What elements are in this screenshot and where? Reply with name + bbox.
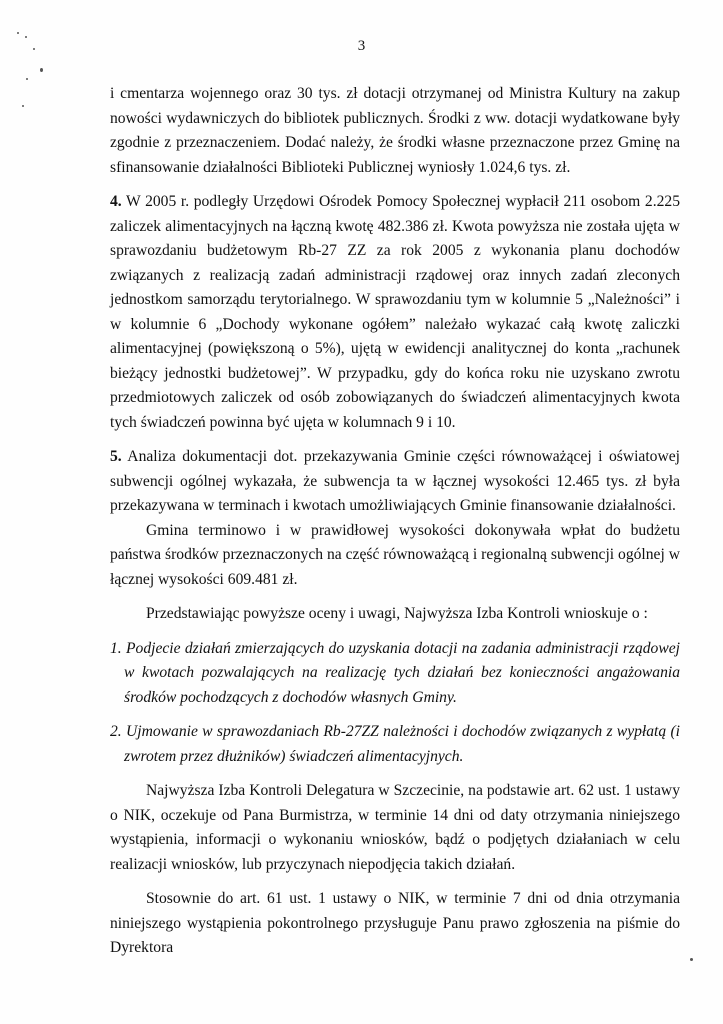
request-number: 2.	[110, 723, 122, 740]
paragraph-text: W 2005 r. podległy Urzędowi Ośrodek Pomocy Społecznej wypłacił 211 osobom 2.225 zaliczek alimentacyjnych na łączną kwotę 482.386 zł. Kwota powyższa nie została ujęta w sprawozdaniu budżetowym Rb-27 ZZ za rok 2005 z wykonania planu dochodów związanych z realizacją zadań administracji rządowej oraz innych zadań zleconych jednostkom samorządu terytorialnego. W sprawozdaniu tym w kolumnie 5 „Należności” i w kolumnie 6 „Dochody wykonane ogółem” należało wykazać całą kwotę zaliczki alimentacyjnej (powiększoną o 5%), ujętą w ewidencji analitycznej do konta „rachunek bieżący jednostki budżetowej”. W przypadku, gdy do końca roku nie uzyskano zwrotu przedmiotowych zaliczek od osób zobowiązanych do świadczeń alimentacyjnych kwota tych świadczeń powinna być ujęta w kolumnach 9 i 10.	[110, 193, 680, 431]
page-number: 3	[357, 38, 366, 54]
paragraph-point-5	[110, 445, 680, 519]
paragraph-payments: Gmina terminowo i w prawidłowej wysokości dokonywała wpłat do budżetu państwa środków przeznaczonych na część równoważącą i regionalną subwencji ogólnej w łącznej wysokości 609.481 zł.	[110, 521, 680, 588]
document-body	[110, 82, 680, 961]
request-text: Ujmowanie w sprawozdaniach Rb-27ZZ należności i dochodów związanych z wypłatą (i zwrotem przez dłużników) świadczeń alimentacyjnych.	[124, 723, 680, 765]
request-item-2	[110, 720, 680, 769]
scan-speck	[22, 105, 24, 107]
paragraph-appeal-right: Stosownie do art. 61 ust. 1 ustawy o NIK, w terminie 7 dni od dnia otrzymania niniejszego wystąpienia pokontrolnego przysługuje Panu prawo zgłoszenia na piśmie do Dyrektora	[110, 890, 680, 956]
paragraph-expectation: Najwyższa Izba Kontroli Delegatura w Szczecinie, na podstawie art. 62 ust. 1 ustawy o NIK, oczekuje od Pana Burmistrza, w terminie 14 dni od daty otrzymania niniejszego wystąpienia, informacji o wykonaniu wniosków, bądź o podjętych działaniach w celu realizacji wniosków, lub przyczynach niepodjęcia takich działań.	[110, 782, 680, 873]
paragraph-text: Analiza dokumentacji dot. przekazywania Gminie części równoważącej i oświatowej subwencji ogólnej wykazała, że subwencja ta w łącznej wysokości 12.465 tys. zł była przekazywana w terminach i kwotach umożliwiających Gminie finansowanie działalności.	[110, 448, 680, 514]
scan-speck	[17, 32, 19, 34]
request-item-1	[110, 637, 680, 711]
point-number: 5.	[110, 448, 122, 465]
point-number: 4.	[110, 193, 122, 210]
scan-speck	[26, 78, 28, 80]
paragraph-point-4	[110, 190, 680, 435]
paragraph-intro-requests: Przedstawiając powyższe oceny i uwagi, Najwyższa Izba Kontroli wnioskuje o :	[146, 605, 648, 622]
scan-speck	[40, 68, 43, 72]
request-text: Podjecie działań zmierzających do uzyskania dotacji na zadania administracji rządowej w kwotach pozwalających na realizację tych działań bez konieczności angażowania środków pochodzących z dochodów własnych Gminy.	[124, 639, 680, 706]
request-number: 1.	[110, 639, 122, 657]
scan-speck	[690, 958, 693, 961]
paragraph-continuation: i cmentarza wojennego oraz 30 tys. zł dotacji otrzymanej od Ministra Kultury na zakup nowości wydawniczych do bibliotek publicznych. Środki z ww. dotacji wydatkowane były zgodnie z przeznaczeniem. Dodać należy, że środki własne przeznaczone przez Gminę na sfinansowanie działalności Biblioteki Publicznej wyniosły 1.024,6 tys. zł.	[110, 85, 680, 176]
